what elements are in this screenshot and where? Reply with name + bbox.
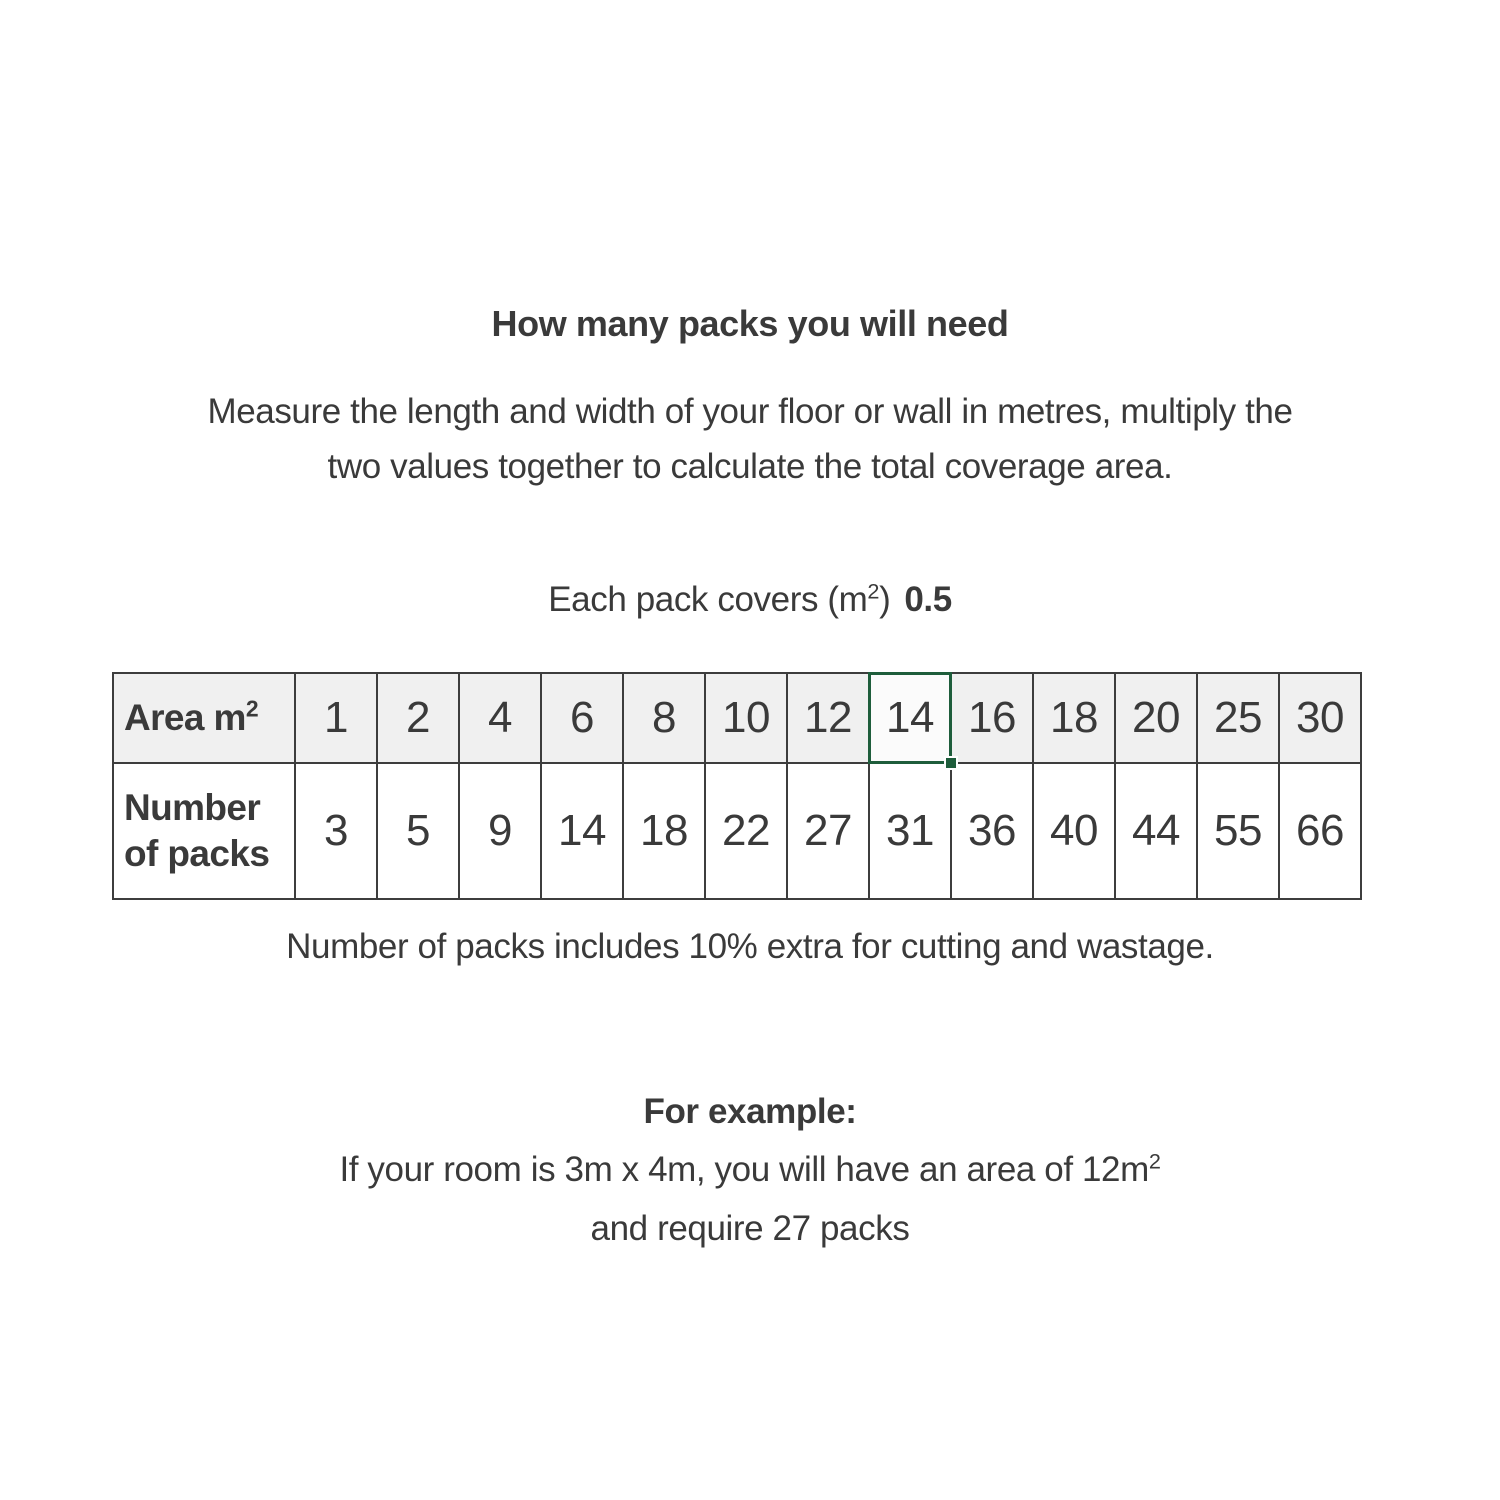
packs-cell[interactable]: 14 xyxy=(541,763,623,899)
packs-cell[interactable]: 36 xyxy=(951,763,1033,899)
packs-cell[interactable]: 66 xyxy=(1279,763,1361,899)
area-cell[interactable]: 10 xyxy=(705,673,787,763)
packs-cell[interactable]: 3 xyxy=(295,763,377,899)
packs-cell[interactable]: 9 xyxy=(459,763,541,899)
packs-cell[interactable]: 22 xyxy=(705,763,787,899)
page-title: How many packs you will need xyxy=(491,303,1009,344)
intro-paragraph xyxy=(0,384,1500,494)
packs-cell[interactable]: 31 xyxy=(869,763,951,899)
area-cell[interactable]: 2 xyxy=(377,673,459,763)
fill-handle[interactable] xyxy=(944,756,958,770)
area-cell[interactable]: 8 xyxy=(623,673,705,763)
area-cell[interactable]: 12 xyxy=(787,673,869,763)
packs-cell[interactable]: 18 xyxy=(623,763,705,899)
area-label-superscript: 2 xyxy=(245,695,259,722)
area-cell[interactable]: 6 xyxy=(541,673,623,763)
wastage-note: Number of packs includes 10% extra for cutting and wastage. xyxy=(286,927,1214,966)
coverage-superscript: 2 xyxy=(867,578,880,604)
area-label-text: Area m xyxy=(124,696,246,738)
area-cell[interactable]: 25 xyxy=(1197,673,1279,763)
packs-cell[interactable]: 40 xyxy=(1033,763,1115,899)
coverage-suffix: ) xyxy=(879,580,891,619)
example-heading: For example: xyxy=(643,1092,857,1131)
area-row-label xyxy=(113,673,295,763)
intro-line-1: Measure the length and width of your floor or wall in metres, multiply the xyxy=(207,392,1293,431)
packs-cell[interactable]: 27 xyxy=(787,763,869,899)
example-line-2: and require 27 packs xyxy=(590,1209,910,1248)
area-cell[interactable]: 20 xyxy=(1115,673,1197,763)
coverage-line xyxy=(0,580,1500,620)
area-header-row xyxy=(113,673,1361,763)
selected-area-value: 14 xyxy=(886,693,934,742)
area-cell[interactable]: 4 xyxy=(459,673,541,763)
packs-cell[interactable]: 44 xyxy=(1115,763,1197,899)
packs-row-label: Number of packs xyxy=(113,763,295,899)
packs-cell[interactable]: 55 xyxy=(1197,763,1279,899)
packs-table xyxy=(112,672,1362,900)
area-cell[interactable]: 18 xyxy=(1033,673,1115,763)
packs-cell[interactable]: 5 xyxy=(377,763,459,899)
example-line-1 xyxy=(0,1150,1500,1190)
example-line1-text: If your room is 3m x 4m, you will have an area of 12m xyxy=(339,1150,1149,1189)
coverage-prefix: Each pack covers (m xyxy=(548,580,868,619)
area-cell[interactable]: 1 xyxy=(295,673,377,763)
area-cell[interactable]: 16 xyxy=(951,673,1033,763)
coverage-value: 0.5 xyxy=(904,580,952,619)
packs-row xyxy=(113,763,1361,899)
area-cell-selected[interactable] xyxy=(869,673,951,763)
intro-line-2: two values together to calculate the total coverage area. xyxy=(327,447,1173,486)
example-line1-superscript: 2 xyxy=(1148,1148,1161,1174)
area-cell[interactable]: 30 xyxy=(1279,673,1361,763)
